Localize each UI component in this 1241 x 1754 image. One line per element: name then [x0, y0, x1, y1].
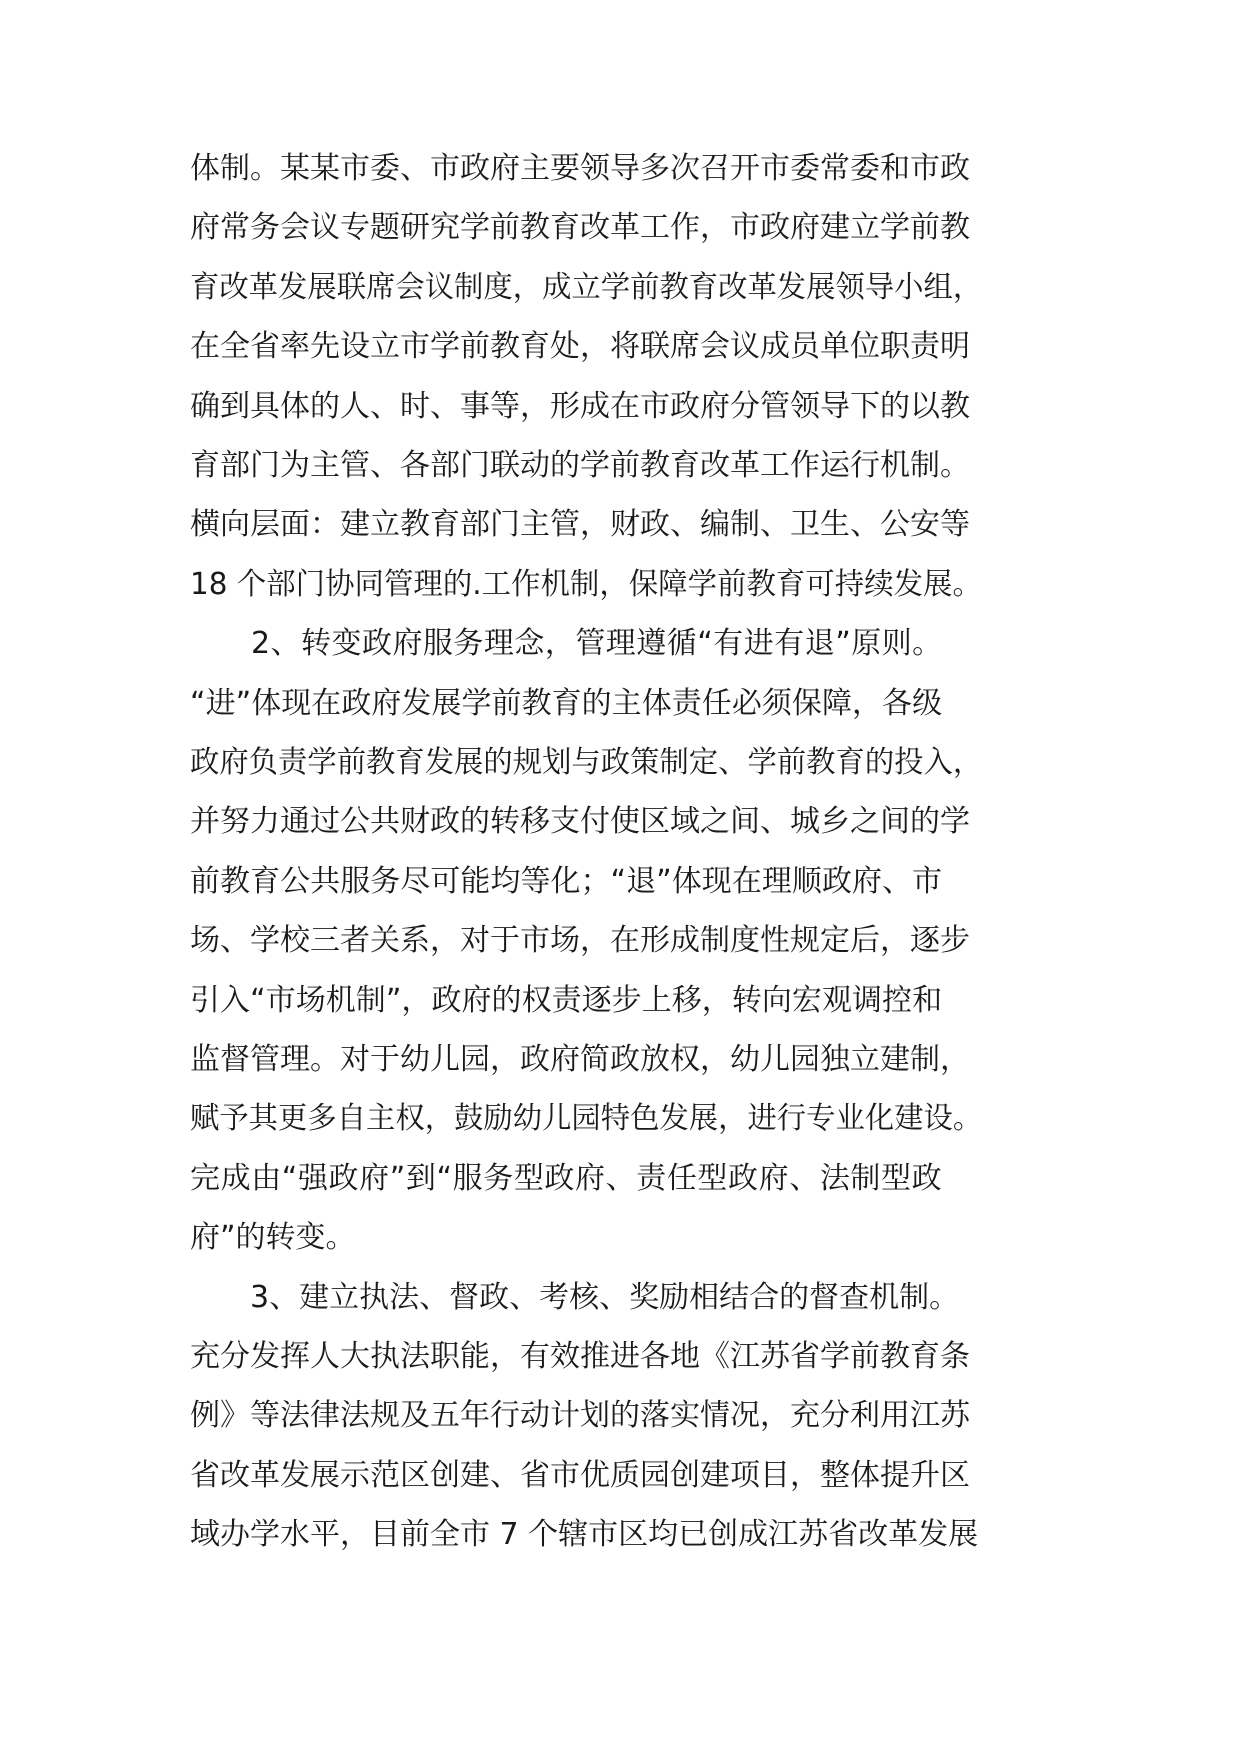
text-line: 完成由“强政府”到“服务型政府、责任型政府、法制型政	[190, 1161, 943, 1196]
text-line: 场、学校三者关系，对于市场，在形成制度性规定后，逐步	[190, 923, 970, 958]
text-line: 横向层面：建立教育部门主管，财政、编制、卫生、公安等	[190, 507, 970, 542]
text-line: 监督管理。对于幼儿园，政府简政放权，幼儿园独立建制，	[190, 1042, 970, 1077]
text-line: 育部门为主管、各部门联动的学前教育改革工作运行机制。	[190, 448, 970, 483]
text-line: 赋予其更多自主权，鼓励幼儿园特色发展，进行专业化建设。	[190, 1101, 983, 1136]
text-line: 在全省率先设立市学前教育处，将联席会议成员单位职责明	[190, 329, 970, 364]
text-line: 3、建立执法、督政、考核、奖励相结合的督查机制。	[190, 1280, 960, 1315]
text-line: 府”的转变。	[190, 1220, 356, 1255]
text-line: 域办学水平，目前全市 7 个辖市区均已创成江苏省改革发展	[190, 1517, 979, 1552]
text-line: 充分发挥人大执法职能，有效推进各地《江苏省学前教育条	[190, 1339, 970, 1374]
text-line: “进”体现在政府发展学前教育的主体责任必须保障，各级	[190, 686, 943, 721]
text-line: 前教育公共服务尽可能均等化；“退”体现在理顺政府、市	[190, 864, 943, 899]
text-line: 确到具体的人、时、事等，形成在市政府分管领导下的以教	[190, 389, 970, 424]
text-line: 2、转变政府服务理念，管理遵循“有进有退”原则。	[190, 626, 943, 661]
text-line: 体制。某某市委、市政府主要领导多次召开市委常委和市政	[190, 151, 970, 186]
text-line: 府常务会议专题研究学前教育改革工作，市政府建立学前教	[190, 210, 970, 245]
text-line: 省改革发展示范区创建、省市优质园创建项目，整体提升区	[190, 1458, 970, 1493]
text-line: 育改革发展联席会议制度，成立学前教育改革发展领导小组，	[190, 270, 983, 305]
text-line: 政府负责学前教育发展的规划与政策制定、学前教育的投入，	[190, 745, 983, 780]
text-line: 并努力通过公共财政的转移支付使区域之间、城乡之间的学	[190, 804, 970, 839]
text-line: 引入“市场机制”，政府的权责逐步上移，转向宏观调控和	[190, 983, 943, 1018]
text-line: 例》等法律法规及五年行动计划的落实情况，充分利用江苏	[190, 1398, 970, 1433]
text-line: 18 个部门协同管理的.工作机制，保障学前教育可持续发展。	[190, 567, 982, 602]
